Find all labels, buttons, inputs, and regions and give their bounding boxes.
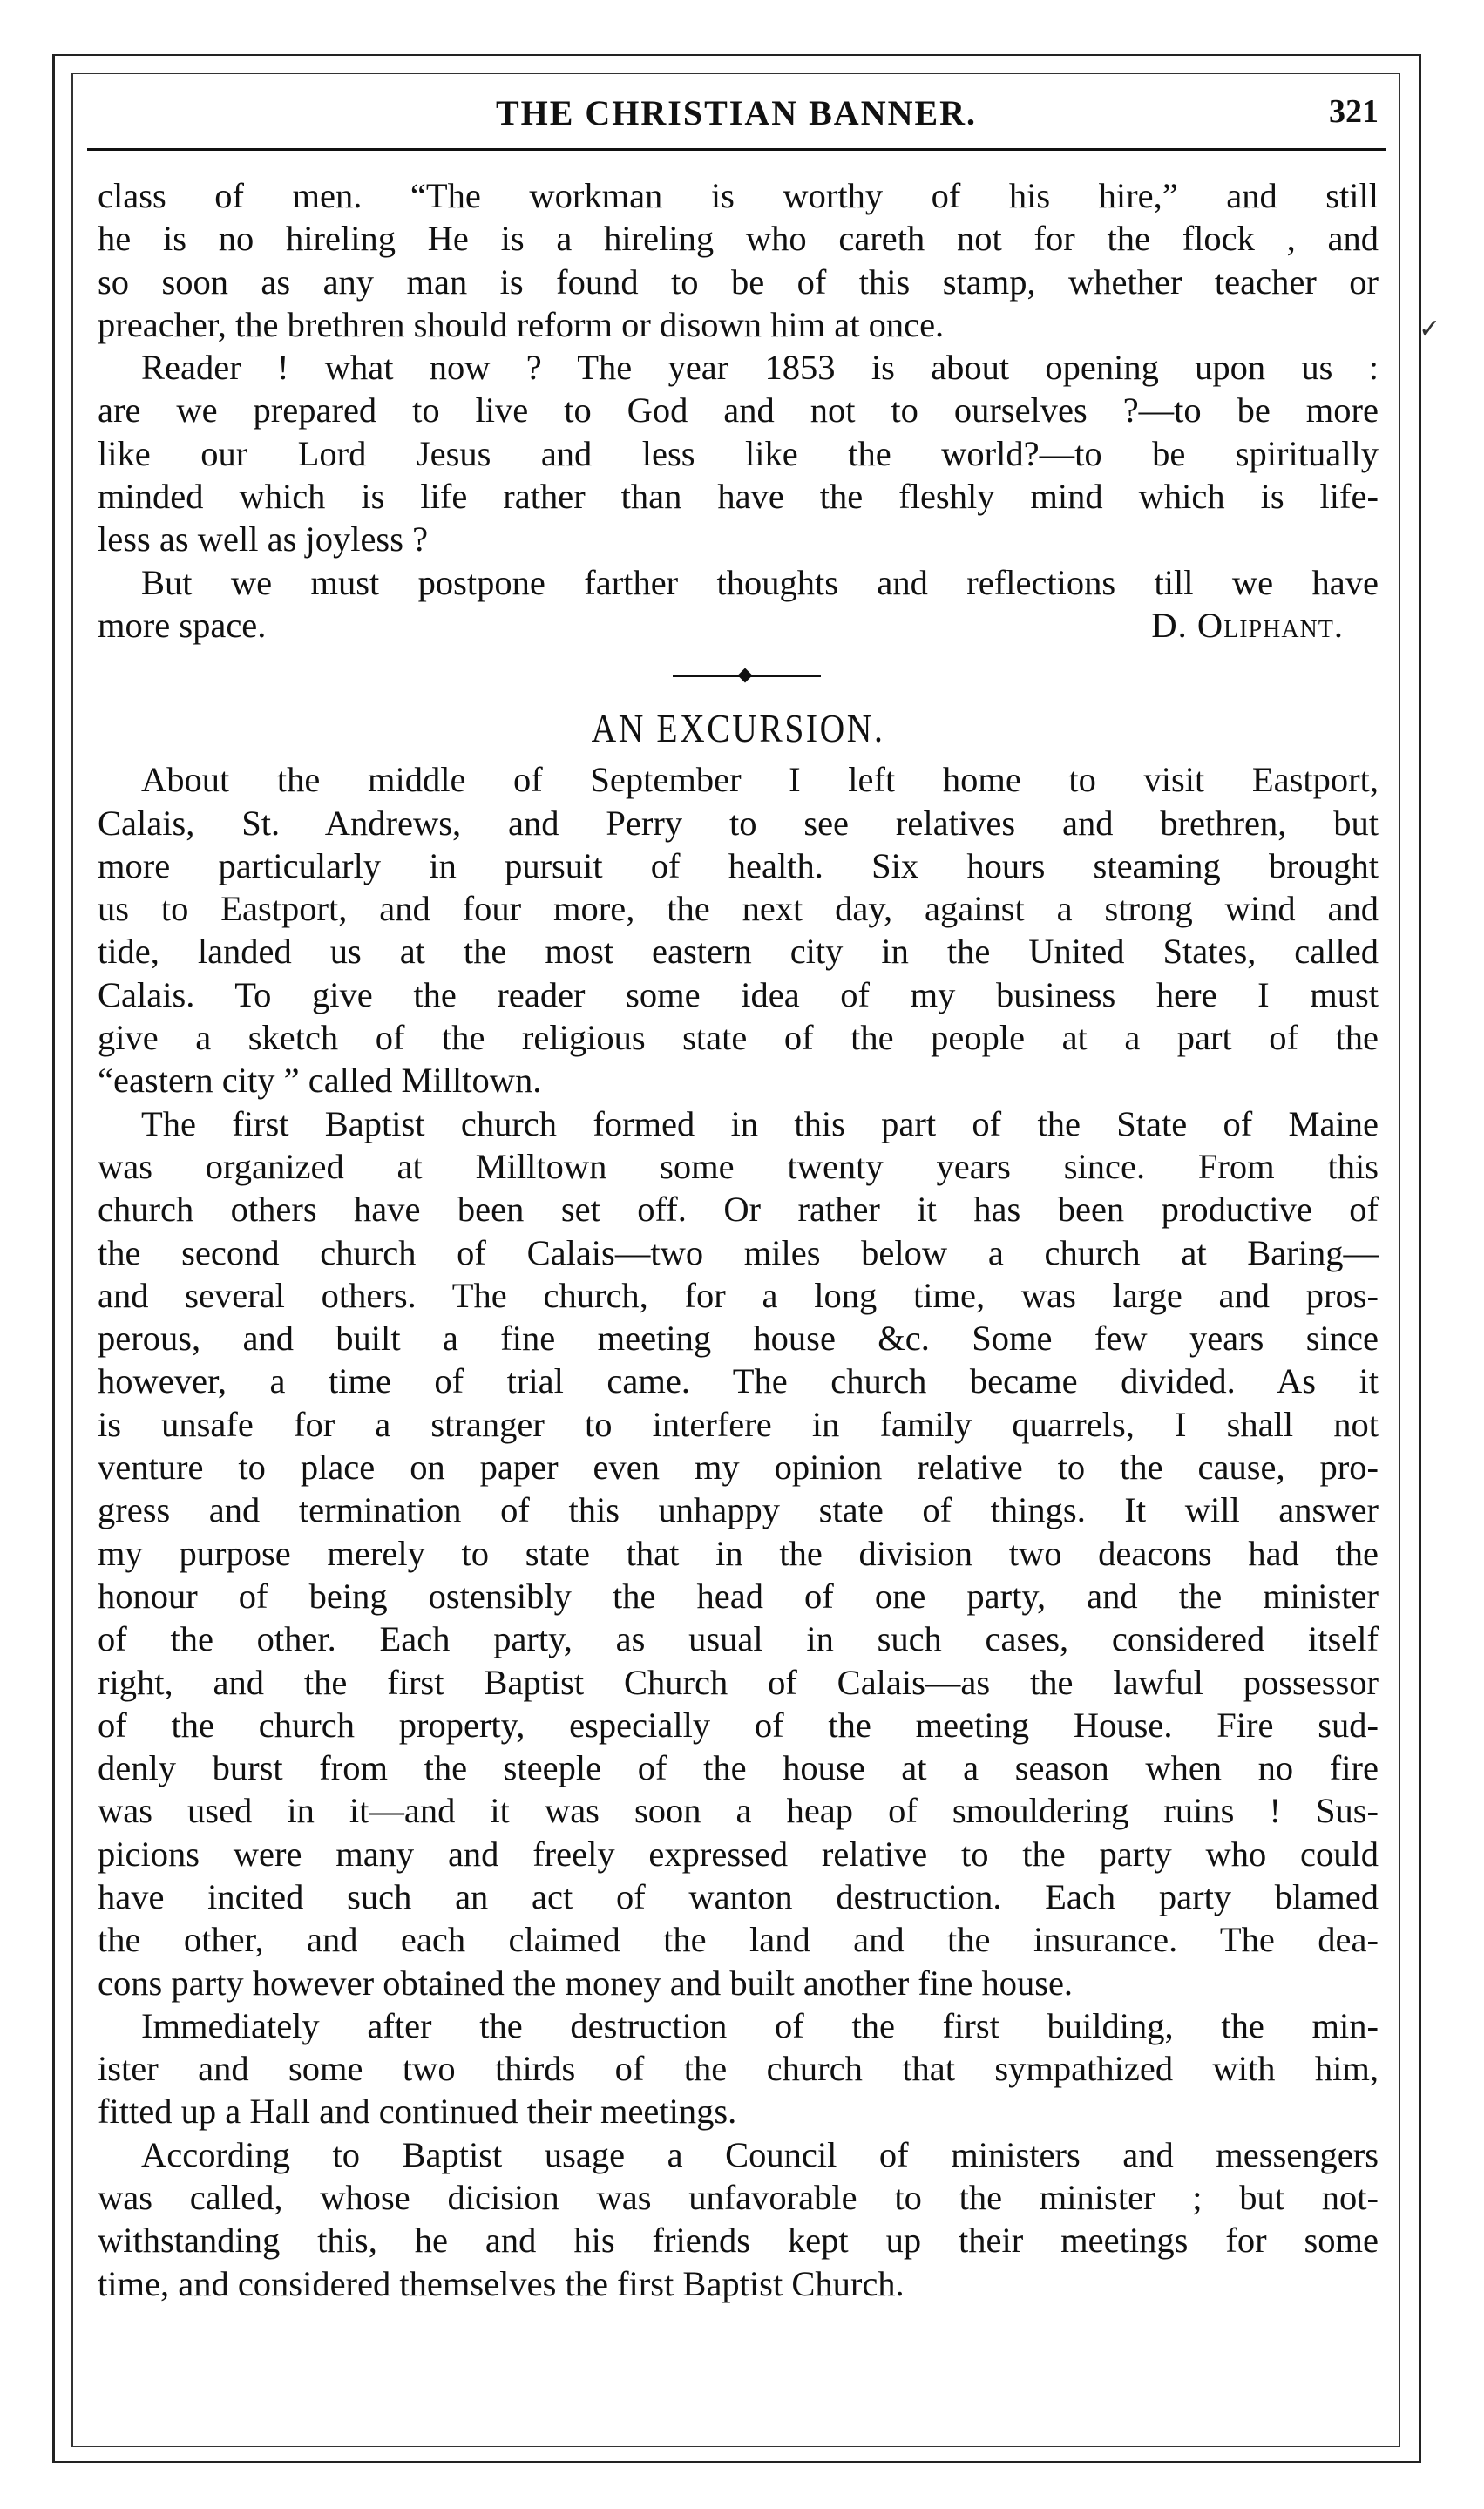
text-line: of the other. Each party, as usual in such cases, considered itself [98, 1619, 1379, 1659]
text-line: give a sketch of the religious state of the people at a part of the [98, 1018, 1379, 1058]
paragraph-continued-3 [98, 561, 1379, 648]
text-line: denly burst from the steeple of the house at a season when no fire [98, 1748, 1379, 1788]
article-title: AN EXCURSION. [591, 706, 885, 751]
page-number: 321 [1329, 93, 1379, 130]
text-line: less as well as joyless ? [98, 519, 429, 559]
text-line: was organized at Milltown some twenty years since. From this [98, 1146, 1379, 1186]
text-line: But we must postpone farther thoughts and reflections till we have [141, 562, 1379, 602]
text-line: is unsafe for a stranger to interfere in family quarrels, I shall not [98, 1404, 1379, 1444]
text-line: church others have been set off. Or rather it has been productive of [98, 1190, 1379, 1230]
text-line: my purpose merely to state that in the division two deacons had the [98, 1533, 1379, 1573]
text-line: According to Baptist usage a Council of ministers and messengers [141, 2134, 1379, 2174]
divider-ornament [738, 668, 753, 683]
text-line: venture to place on paper even my opinion relative to the cause, pro- [98, 1448, 1379, 1488]
text-line: time, and considered themselves the first Baptist Church. [98, 2263, 905, 2303]
text-line: preacher, the brethren should reform or disown him at once. [98, 304, 945, 344]
text-line: picions were many and freely expressed relative to the party who could [98, 1834, 1379, 1874]
text-line: of the church property, especially of the meeting House. Fire sud- [98, 1705, 1379, 1745]
text-line: About the middle of September I left home to visit Eastport, [141, 760, 1379, 800]
text-line: cons party however obtained the money and built another fine house. [98, 1963, 1074, 2003]
text-line: however, a time of trial came. The church became divided. As it [98, 1361, 1379, 1401]
text-line: withstanding this, he and his friends kept up their meetings for some [98, 2221, 1379, 2261]
running-title: THE CHRISTIAN BANNER. [495, 93, 978, 132]
margin-mark: ✓ [1419, 314, 1441, 344]
text-line: was used in it—and it was soon a heap of smouldering ruins ! Sus- [98, 1791, 1379, 1831]
text-line: are we prepared to live to God and not to ourselves ?—to be more [98, 390, 1379, 431]
text-line: and several others. The church, for a long time, was large and pros- [98, 1275, 1379, 1315]
author-signature: D. Oliphant. [1151, 605, 1344, 645]
text-line: class of men. “The workman is worthy of his hire,” and still [98, 176, 1379, 215]
paragraph-continued-1 [98, 174, 1379, 346]
text-line: Calais. To give the reader some idea of my business here I must [98, 974, 1379, 1014]
text-line: the second church of Calais—two miles below a church at Baring— [98, 1232, 1379, 1272]
text-line: us to Eastport, and four more, the next day, against a strong wind and [98, 889, 1379, 929]
text-line: more particularly in pursuit of health. Six hours steaming brought [98, 845, 1379, 885]
text-line: minded which is life rather than have the fleshly mind which is life- [98, 477, 1379, 517]
article-paragraph [98, 758, 1379, 1102]
text-line: tide, landed us at the most eastern city in the United States, called [98, 932, 1379, 972]
article-paragraph [98, 2133, 1379, 2305]
text-line: so soon as any man is found to be of this stamp, whether teacher or [98, 261, 1379, 302]
article-paragraph [98, 2004, 1379, 2133]
text-line: have incited such an act of wanton destruction. Each party blamed [98, 1876, 1379, 1916]
text-line: was called, whose dicision was unfavorable to the minister ; but not- [98, 2178, 1379, 2218]
text-line: right, and the first Baptist Church of Calais—as the lawful possessor [98, 1662, 1379, 1702]
article-body [98, 758, 1379, 2305]
closing-text: more space. [98, 605, 267, 645]
text-line: the other, and each claimed the land and the insurance. The dea- [98, 1920, 1379, 1960]
section-divider [98, 652, 1379, 702]
text-line: The first Baptist church formed in this part of the State of Maine [141, 1103, 1379, 1143]
text-line: he is no hireling He is a hireling who careth not for the flock , and [98, 219, 1379, 259]
text-line: fitted up a Hall and continued their meetings. [98, 2092, 737, 2132]
article-paragraph [98, 1102, 1379, 2004]
page-header [87, 87, 1386, 151]
text-line: “eastern city ” called Milltown. [98, 1061, 542, 1101]
text-line: Immediately after the destruction of the first building, the min- [141, 2005, 1379, 2045]
text-line: gress and termination of this unhappy state of things. It will answer [98, 1490, 1379, 1530]
text-line: like our Lord Jesus and less like the world?—to be spiritually [98, 433, 1379, 473]
text-line: Calais, St. Andrews, and Perry to see relatives and brethren, but [98, 803, 1379, 843]
closing-line [98, 604, 1379, 647]
text-line: honour of being ostensibly the head of one party, and the minister [98, 1576, 1379, 1616]
page-body [98, 174, 1379, 2305]
paragraph-continued-2 [98, 346, 1379, 560]
text-line: Reader ! what now ? The year 1853 is about opening upon us : [141, 348, 1379, 388]
text-line: ister and some two thirds of the church that sympathized with him, [98, 2049, 1379, 2089]
text-line: perous, and built a fine meeting house &c. Some few years since [98, 1319, 1379, 1359]
